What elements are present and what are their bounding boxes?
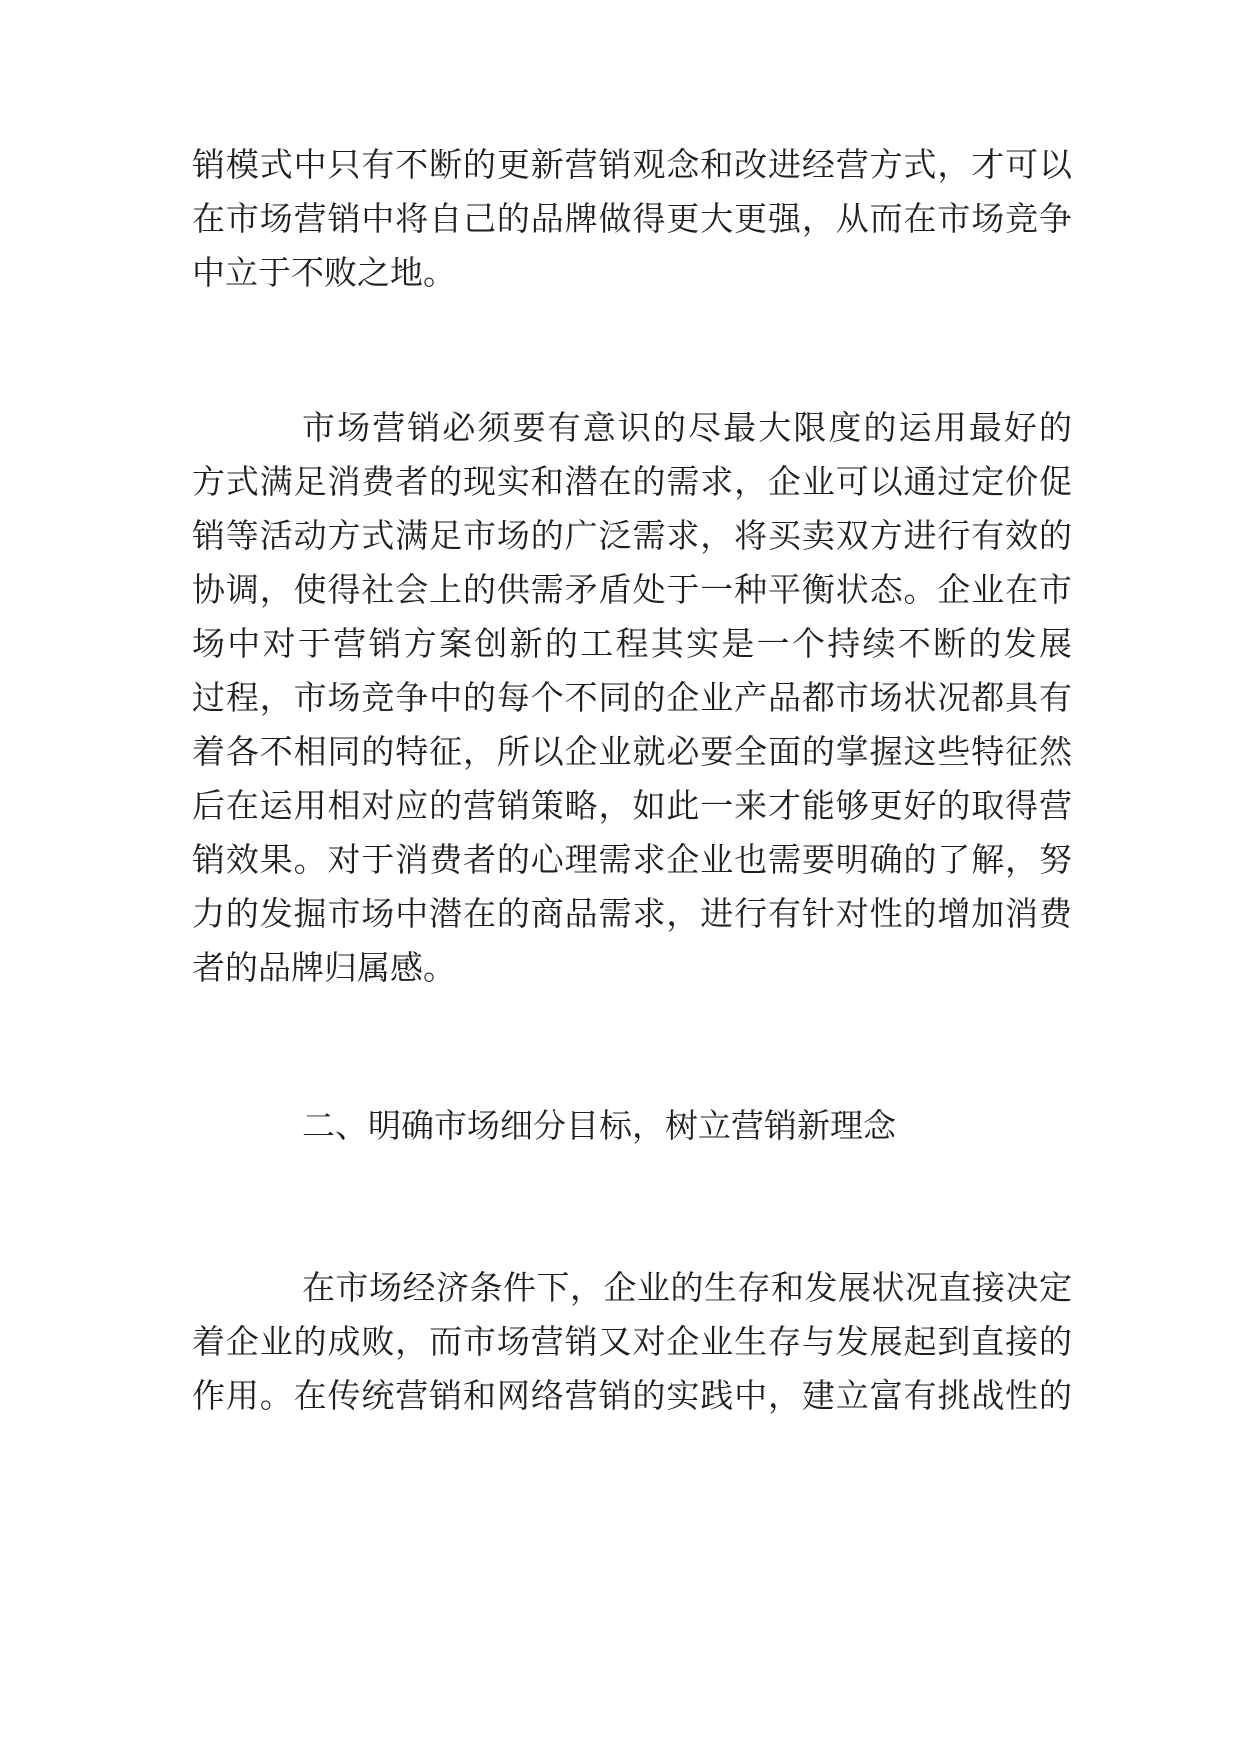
- paragraph-line: 中立于不败之地。: [192, 253, 456, 292]
- paragraph-line: 在市场营销中将自己的品牌做得更大更强，从而在市场竞争: [192, 199, 1072, 238]
- paragraph-line: 销等活动方式满足市场的广泛需求，将买卖双方进行有效的: [192, 516, 1072, 555]
- paragraph-line: 销效果。对于消费者的心理需求企业也需要明确的了解，努: [192, 840, 1072, 879]
- paragraph-line: 过程，市场竞争中的每个不同的企业产品都市场状况都具有: [192, 678, 1072, 717]
- paragraph-line: 作用。在传统营销和网络营销的实践中，建立富有挑战性的: [192, 1376, 1072, 1415]
- paragraph-line: 销模式中只有不断的更新营销观念和改进经营方式，才可以: [192, 145, 1072, 184]
- paragraph-line: 着各不相同的特征，所以企业就必要全面的掌握这些特征然: [192, 732, 1072, 771]
- paragraph-line: 方式满足消费者的现实和潜在的需求，企业可以通过定价促: [192, 462, 1072, 501]
- paragraph-line: 者的品牌归属感。: [192, 948, 456, 987]
- paragraph-line: 力的发掘市场中潜在的商品需求，进行有针对性的增加消费: [192, 894, 1072, 933]
- paragraph-line: 着企业的成败，而市场营销又对企业生存与发展起到直接的: [192, 1322, 1072, 1361]
- paragraph-line: 市场营销必须要有意识的尽最大限度的运用最好的: [302, 408, 1072, 447]
- section-heading: 二、明确市场细分目标，树立营销新理念: [302, 1106, 896, 1145]
- paragraph-line: 协调，使得社会上的供需矛盾处于一种平衡状态。企业在市: [192, 570, 1072, 609]
- paragraph-line: 后在运用相对应的营销策略，如此一来才能够更好的取得营: [192, 786, 1072, 825]
- paragraph-line: 场中对于营销方案创新的工程其实是一个持续不断的发展: [192, 624, 1072, 663]
- paragraph-line: 在市场经济条件下，企业的生存和发展状况直接决定: [302, 1268, 1072, 1307]
